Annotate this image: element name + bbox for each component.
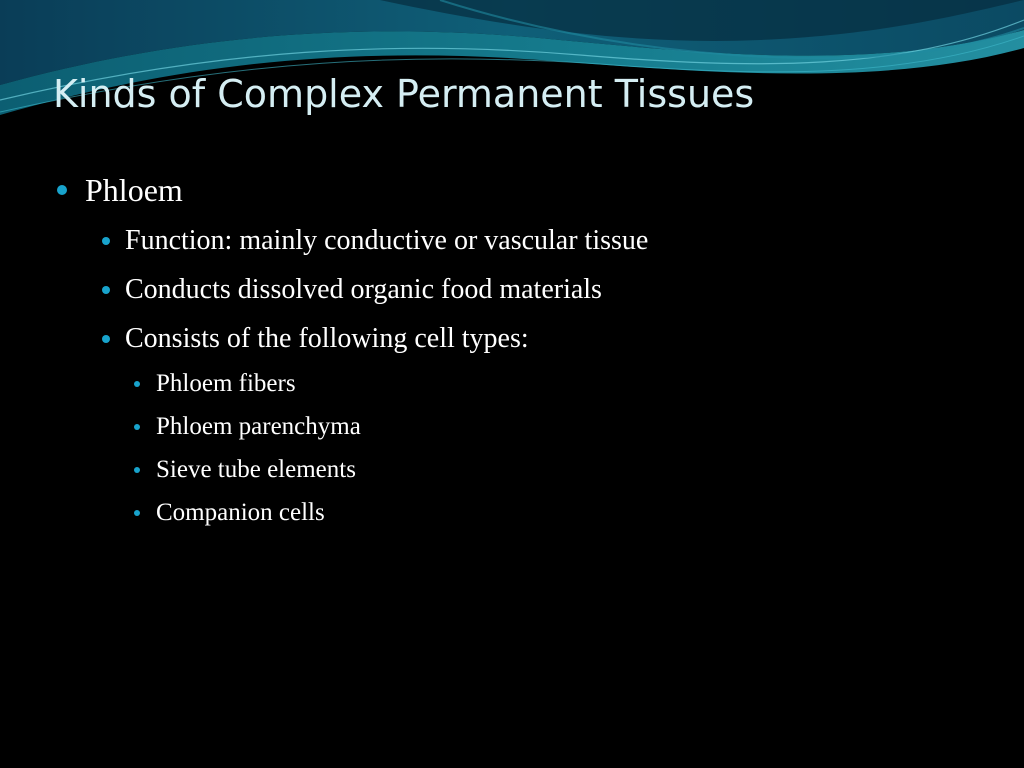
bullet-phloem-parenchyma	[156, 411, 361, 443]
bullet-companion-cells	[156, 497, 325, 529]
bullet-icon	[134, 467, 140, 473]
bullet-icon	[102, 286, 110, 294]
bullet-phloem-fibers	[156, 368, 296, 400]
bullet-text: Function: mainly conductive or vascular tissue	[125, 225, 649, 256]
bullet-text: Phloem fibers	[156, 370, 296, 397]
bullet-icon	[102, 335, 110, 343]
bullet-icon	[102, 237, 110, 245]
bullet-text: Conducts dissolved organic food materials	[125, 274, 602, 305]
bullet-text: Consists of the following cell types:	[125, 323, 529, 354]
bullet-conducts	[125, 272, 602, 308]
bullet-consists	[125, 321, 529, 357]
bullet-text: Phloem parenchyma	[156, 413, 361, 440]
bullet-text: Phloem	[85, 172, 183, 208]
bullet-icon	[134, 510, 140, 516]
bullet-icon	[134, 381, 140, 387]
bullet-icon	[134, 424, 140, 430]
bullet-phloem	[85, 170, 183, 210]
bullet-text: Companion cells	[156, 499, 325, 526]
bullet-sieve-tube-elements	[156, 454, 356, 486]
slide-title: Kinds of Complex Permanent Tissues	[53, 72, 755, 116]
bullet-function	[125, 223, 648, 259]
bullet-icon	[57, 185, 67, 195]
bullet-text: Sieve tube elements	[156, 456, 356, 483]
